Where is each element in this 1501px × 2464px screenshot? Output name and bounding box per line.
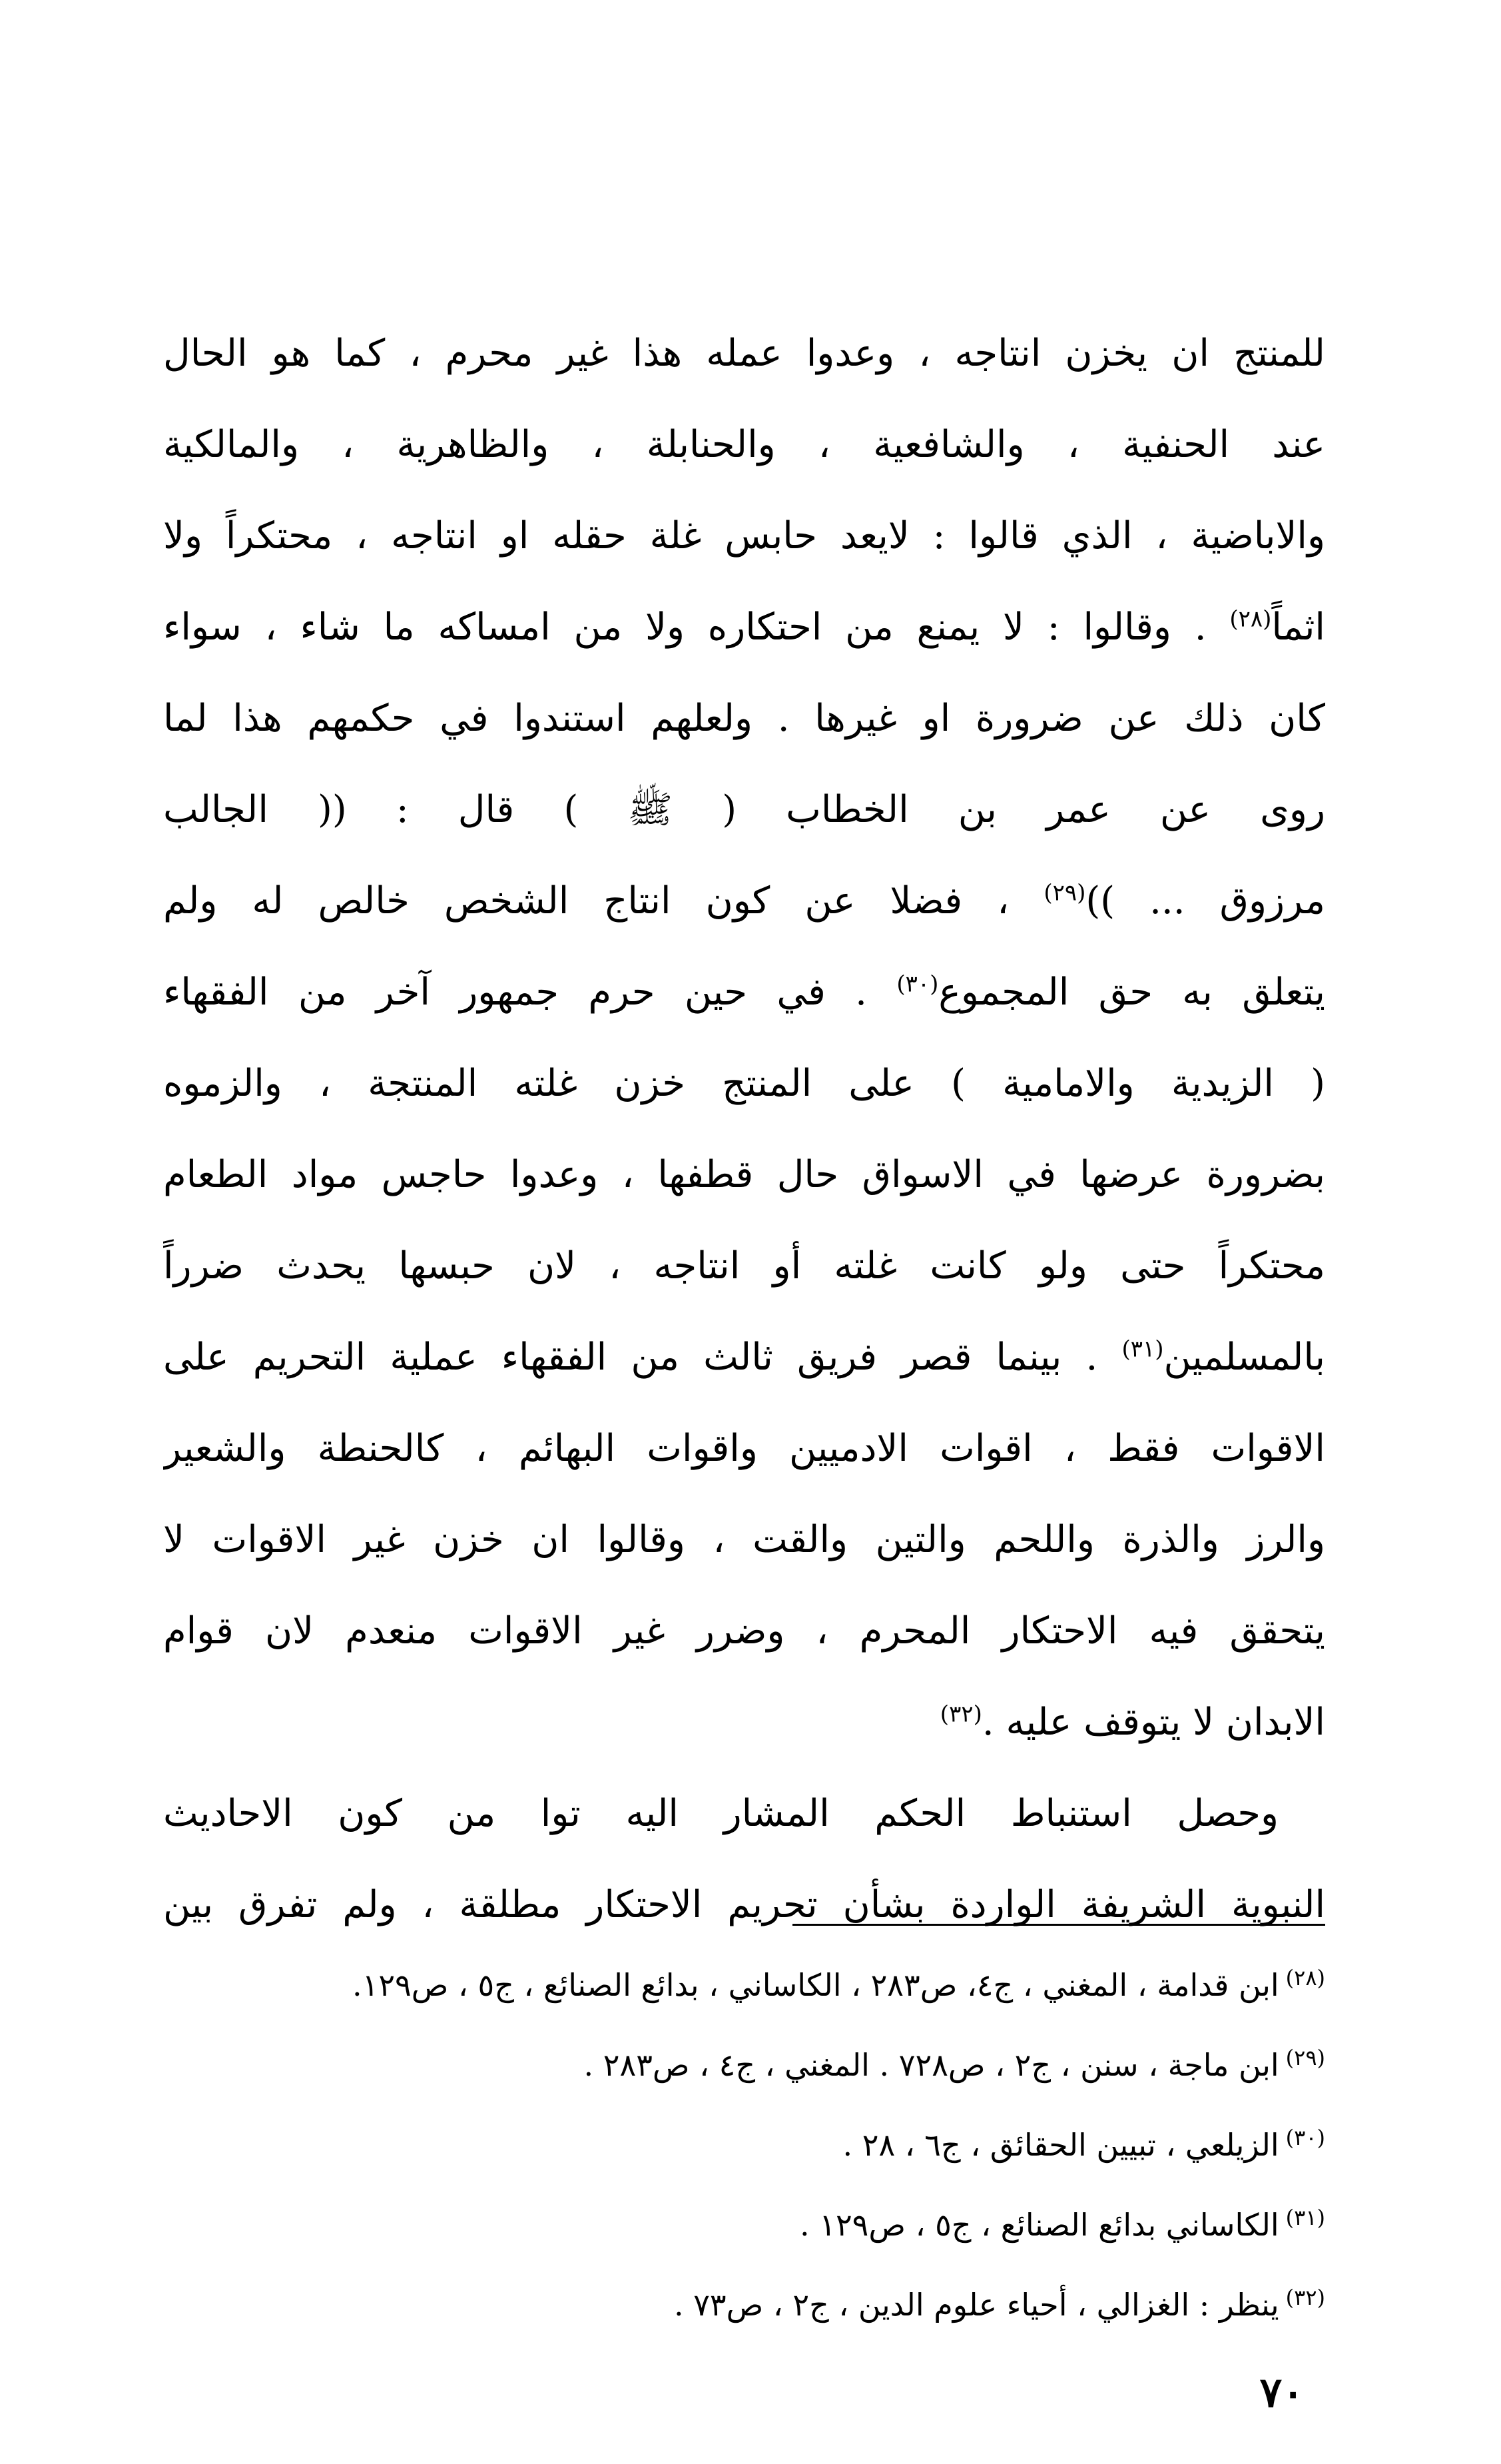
text-line: بضرورة عرضها في الاسواق حال قطفها ، وعدوا حاجس مواد الطعام — [163, 1153, 1325, 1196]
text-line: والاباضية ، الذي قالوا : لايعد حابس غلة حقله او انتاجه ، محتكراً ولا — [163, 514, 1325, 558]
text-line: محتكراً حتى ولو كانت غلته أو انتاجه ، لان حبسها يحدث ضرراً — [163, 1244, 1325, 1288]
footnote-text: الزيلعي ، تبيين الحقائق ، ج٦ ، ٢٨ . — [842, 2127, 1279, 2163]
text-fragment: ، فضلا عن كون انتاج الشخص خالص له ولم — [163, 879, 1010, 923]
text-line: الاقوات فقط ، اقوات الادميين واقوات البهائم ، كالحنطة والشعير — [163, 1427, 1325, 1470]
text-fragment: يتعلق به حق المجموع — [938, 971, 1325, 1014]
footnote-separator — [792, 1924, 1325, 1926]
footnote-ref: (٣١) — [1121, 1336, 1164, 1363]
footnote-mark: (٣٠) — [1285, 2124, 1325, 2150]
page-number: ٧٠ — [1259, 2368, 1305, 2417]
text-fragment: . بينما قصر فريق ثالث من الفقهاء عملية التحريم على — [163, 1336, 1098, 1379]
footnote-text: الكاساني بدائع الصنائع ، ج٥ ، ص١٢٩ . — [800, 2207, 1279, 2243]
footnote-text: ينظر : الغزالي ، أحياء علوم الدين ، ج٢ ، ص٧٣ . — [673, 2287, 1279, 2323]
text-fragment: . وقالوا : لا يمنع من احتكاره ولا من امساكه ما شاء ، سواء — [163, 606, 1207, 649]
footnote — [163, 2265, 1325, 2345]
footnote — [163, 2105, 1325, 2185]
text-fragment: بالمسلمين — [1163, 1336, 1325, 1379]
text-line — [163, 855, 1325, 947]
text-line: للمنتج ان يخزن انتاجه ، وعدوا عمله هذا غير محرم ، كما هو الحال — [163, 332, 1325, 375]
footnote — [163, 1945, 1325, 2025]
footnote-mark: (٣٢) — [1285, 2284, 1325, 2310]
text-line: يتحقق فيه الاحتكار المحرم ، وضرر غير الاقوات منعدم لان قوام — [163, 1609, 1325, 1653]
text-line — [163, 582, 1325, 673]
text-fragment: الابدان لا يتوقف عليه . — [982, 1701, 1325, 1744]
footnote-text: ابن قدامة ، المغني ، ج٤، ص٢٨٣ ، الكاساني ، بدائع الصنائع ، ج٥ ، ص١٢٩. — [352, 1967, 1279, 2003]
text-line: كان ذلك عن ضرورة او غيرها . ولعلهم استندوا في حكمهم هذا لما — [163, 697, 1325, 740]
footnotes — [163, 1945, 1325, 2345]
footnote-mark: (٢٩) — [1285, 2044, 1325, 2070]
footnote-ref: (٢٩) — [1044, 879, 1086, 907]
footnote-ref: (٢٨) — [1229, 606, 1272, 633]
text-line: وحصل استنباط الحكم المشار اليه توا من كون الاحاديث — [163, 1792, 1279, 1835]
footnote-mark: (٣١) — [1285, 2204, 1325, 2230]
text-line: النبوية الشريفة الواردة بشأن تحريم الاحتكار مطلقة ، ولم تفرق بين — [163, 1883, 1325, 1926]
footnote — [163, 2025, 1325, 2105]
footnote — [163, 2185, 1325, 2265]
text-fragment: مرزوق ... )) — [1085, 879, 1325, 923]
text-line — [163, 1312, 1325, 1403]
footnote-text: ابن ماجة ، سنن ، ج٢ ، ص٧٢٨ . المغني ، ج٤ ، ص٢٨٣ . — [583, 2047, 1279, 2083]
text-line: ( الزيدية والامامية ) على المنتج خزن غلته المنتجة ، والزموه — [163, 1062, 1325, 1105]
text-line: والرز والذرة واللحم والتين والقت ، وقالوا ان خزن غير الاقوات لا — [163, 1518, 1325, 1561]
text-line: عند الحنفية ، والشافعية ، والحنابلة ، والظاهرية ، والمالكية — [163, 423, 1325, 466]
text-line: روى عن عمر بن الخطاب ( ﷺ ) قال : (( الجالب — [163, 788, 1325, 831]
body-text — [163, 308, 1325, 1950]
text-line — [163, 1677, 1325, 1768]
footnote-ref: (٣٠) — [896, 971, 939, 998]
footnote-ref: (٣٢) — [940, 1701, 982, 1728]
text-fragment: اثماً — [1271, 606, 1325, 649]
text-fragment: . في حين حرم جمهور آخر من الفقهاء — [163, 971, 867, 1014]
text-line — [163, 947, 1325, 1038]
footnote-mark: (٢٨) — [1285, 1964, 1325, 1990]
